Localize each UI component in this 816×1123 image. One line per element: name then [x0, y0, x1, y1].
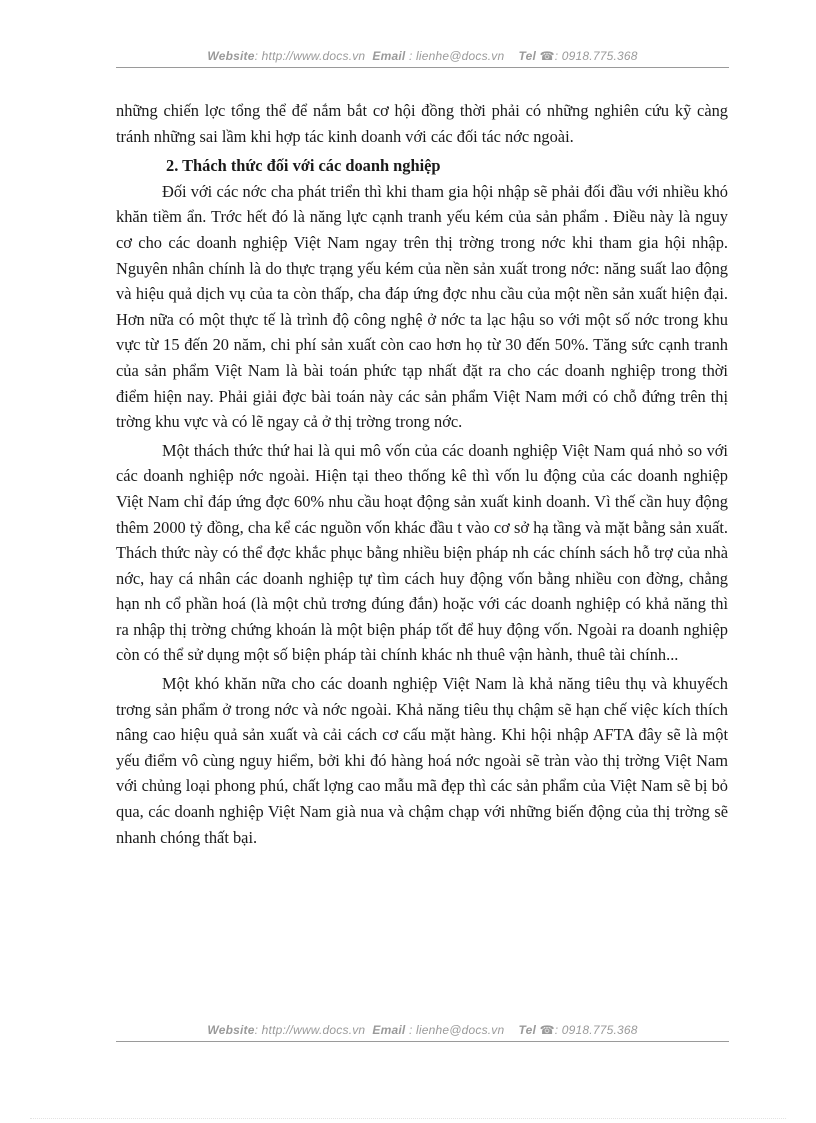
paragraph-consumption: Một khó khăn nữa cho các doanh nghiệp Việt Nam là khả năng tiêu thụ và khuyếch trơng sản phẩm ở trong nớc và nớc ngoài. Khả năng tiêu thụ chậm sẽ hạn chế việc kích thích nâng cao hiệu quả sản xuất và cải cách cơ cấu mặt hàng. Khi hội nhập AFTA đây sẽ là một yếu điểm vô cùng nguy hiểm, bởi khi đó hàng hoá nớc ngoài sẽ tràn vào thị trờng Việt Nam với chủng loại phong phú, chất lợng cao mẫu mã đẹp thì các sản phẩm của Việt Nam sẽ bị bỏ qua, các doanh nghiệp Việt Nam già nua và chậm chạp với những biến động của thị trờng sẽ nhanh chóng thất bại.: [116, 674, 728, 847]
footer-email-label: Email: [372, 1023, 406, 1037]
footer-website-value[interactable]: : http://www.docs.vn: [254, 1023, 366, 1037]
paragraph-continuation: những chiến lợc tổng thể để nắm bắt cơ hội đồng thời phải có những nghiên cứu kỹ càng tránh những sai lầm khi hợp tác kinh doanh với các đối tác nớc ngoài.: [116, 101, 728, 146]
header-email-value[interactable]: : lienhe@docs.vn: [408, 49, 505, 63]
footer-email-value[interactable]: : lienhe@docs.vn: [408, 1023, 505, 1037]
header-website-label: Website: [207, 49, 255, 63]
page-bottom-border: [30, 1118, 786, 1119]
footer-tel-label: Tel: [518, 1023, 537, 1037]
header-tel-label: Tel: [518, 49, 537, 63]
page-header: [116, 49, 729, 63]
header-website-value[interactable]: : http://www.docs.vn: [254, 49, 366, 63]
header-email-label: Email: [372, 49, 406, 63]
paragraph-capital: Một thách thức thứ hai là qui mô vốn của các doanh nghiệp Việt Nam quá nhỏ so với các doanh nghiệp nớc ngoài. Hiện tại theo thống kê thì vốn lu động của các doanh nghiệp Việt Nam chỉ đáp ứng đợc 60% nhu cầu hoạt động sản xuất kinh doanh. Vì thế cần huy động thêm 2000 tỷ đồng, cha kể các nguồn vốn khác đầu t vào cơ sở hạ tầng và mặt bằng sản xuất. Thách thức này có thể đợc khắc phục bằng nhiều biện pháp nh các chính sách hỗ trợ của nhà nớc, hay cá nhân các doanh nghiệp tự tìm cách huy động vốn bằng nhiều con đờng, chẳng hạn nh cổ phần hoá (là một chủ trơng đúng đắn) hoặc với các doanh nghiệp có khả năng thì ra nhập thị trờng chứng khoán là một biện pháp tốt để huy động vốn. Ngoài ra doanh nghiệp còn có thể sử dụng một số biện pháp tài chính khác nh thuê vận hành, thuê tài chính...: [116, 440, 728, 665]
header-tel-value: : 0918.775.368: [554, 49, 638, 63]
phone-icon: ☎: [539, 49, 555, 63]
footer-website-label: Website: [207, 1023, 255, 1037]
phone-icon: ☎: [539, 1023, 555, 1037]
header-divider: [116, 67, 729, 68]
section-heading: 2. Thách thức đối với các doanh nghiệp: [166, 156, 441, 176]
paragraph-competitiveness: Đối với các nớc cha phát triển thì khi tham gia hội nhập sẽ phải đối đầu với nhiều khó khăn tiềm ẩn. Trớc hết đó là năng lực cạnh tranh yếu kém của sản phẩm . Điều này là nguy cơ cho các doanh nghiệp Việt Nam ngay trên thị trờng trong nớc khi tham gia hội nhập. Nguyên nhân chính là do thực trạng yếu kém của nền sản xuất trong nớc: năng suất lao động và hiệu quả dịch vụ của ta còn thấp, cha đáp ứng đợc nhu cầu của một nền sản xuất hiện đại. Hơn nữa có một thực tế là trình độ công nghệ ở nớc ta lạc hậu so với một số nớc trong khu vực từ 15 đến 20 năm, chi phí sản xuất còn cao hơn họ từ 30 đến 50%. Tăng sức cạnh tranh của sản phẩm Việt Nam là bài toán phức tạp nhất đặt ra cho các doanh nghiệp trong thời điểm hiện nay. Phải giải đợc bài toán này các sản phẩm Việt Nam mới có chỗ đứng trên thị trờng khu vực và có lẽ ngay cả ở thị trờng trong nớc.: [116, 181, 728, 432]
footer-divider: [116, 1041, 729, 1042]
page-footer: [116, 1023, 729, 1037]
document-body: [116, 98, 728, 850]
footer-tel-value: : 0918.775.368: [554, 1023, 638, 1037]
